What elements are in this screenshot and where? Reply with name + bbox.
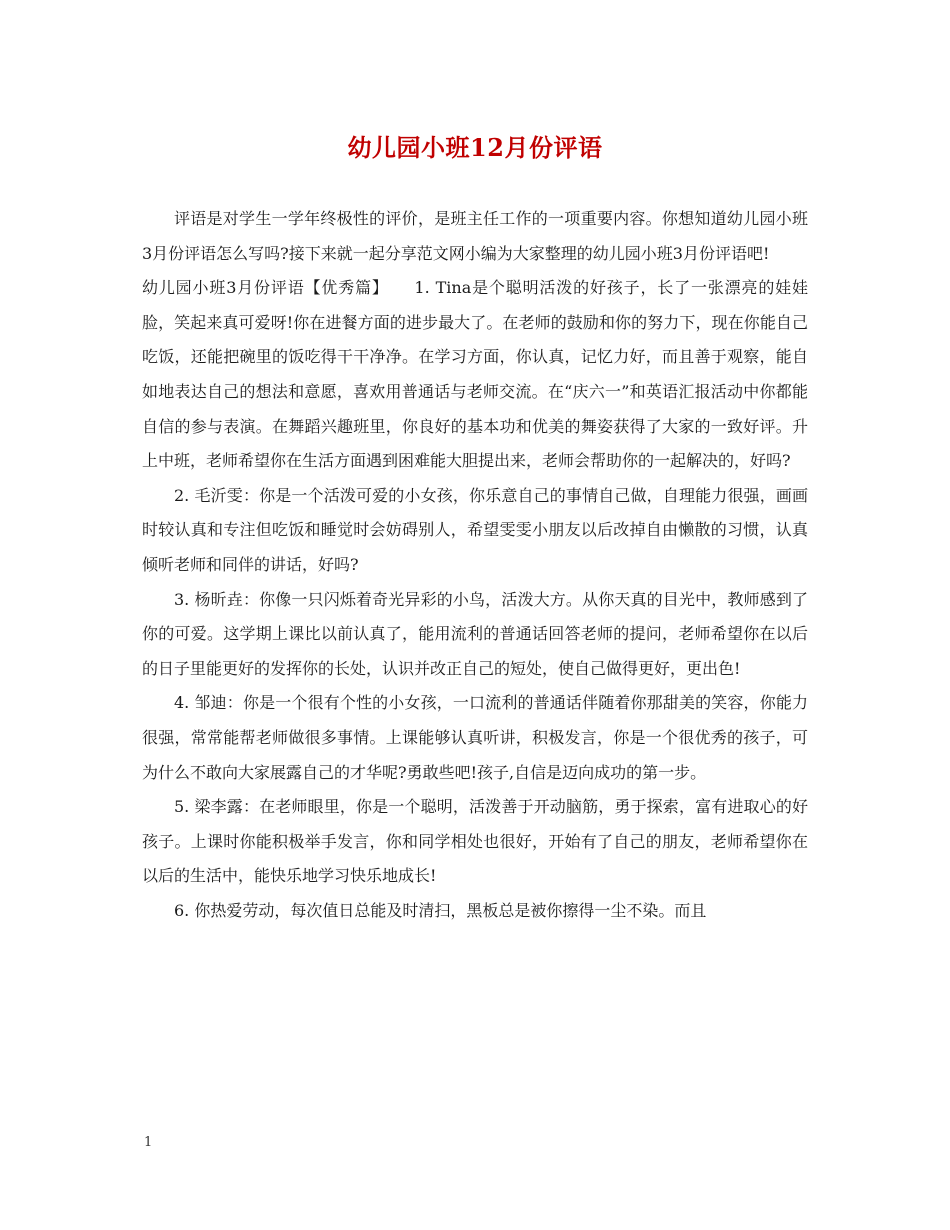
paragraph-comment-5: 5. 梁李露：在老师眼里，你是一个聪明，活泼善于开动脑筋，勇于探索，富有进取心的好孩子。上课时你能积极举手发言，你和同学相处也很好，开始有了自己的朋友，老师希望你在以后的生活中，能快乐地学习快乐地成长! <box>142 797 808 886</box>
paragraph-comment-2: 2. 毛沂雯：你是一个活泼可爱的小女孩，你乐意自己的事情自己做，自理能力很强，画画时较认真和专注但吃饭和睡觉时会妨碍别人，希望雯雯小朋友以后改掉自由懒散的习惯，认真倾听老师和同伴的讲话，好吗? <box>142 485 808 574</box>
paragraph-comment-6: 6. 你热爱劳动，每次值日总能及时清扫，黑板总是被你擦得一尘不染。而且 <box>174 900 707 920</box>
document-title: 幼儿园小班12月份评语 <box>347 133 603 162</box>
paragraph-comment-4: 4. 邹迪：你是一个很有个性的小女孩，一口流利的普通话伴随着你那甜美的笑容，你能力很强，常常能帮老师做很多事情。上课能够认真听讲，积极发言，你是一个很优秀的孩子，可为什么不敢向大家展露自己的才华呢?勇敢些吧!孩子,自信是迈向成功的第一步。 <box>142 693 808 782</box>
page-number: 1 <box>144 1135 153 1150</box>
paragraph-comment-3: 3. 杨昕垚：你像一只闪烁着奇光异彩的小鸟，活泼大方。从你天真的目光中，教师感到了你的可爱。这学期上课比以前认真了，能用流利的普通话回答老师的提问，老师希望你在以后的日子里能更好的发挥你的长处，认识并改正自己的短处，使自己做得更好，更出色! <box>142 589 808 678</box>
document-body <box>142 202 808 928</box>
paragraph-intro: 评语是对学生一学年终极性的评价，是班主任工作的一项重要内容。你想知道幼儿园小班3月份评语怎么写吗?接下来就一起分享范文网小编为大家整理的幼儿园小班3月份评语吧! <box>142 209 808 263</box>
paragraph-comment-1: 幼儿园小班3月份评语【优秀篇】 1. Tina是个聪明活泼的好孩子，长了一张漂亮的娃娃脸，笑起来真可爱呀!你在进餐方面的进步最大了。在老师的鼓励和你的努力下，现在你能自己吃饭，还能把碗里的饭吃得干干净净。在学习方面，你认真，记忆力好，而且善于观察，能自如地表达自己的想法和意愿，喜欢用普通话与老师交流。在“庆六一”和英语汇报活动中你都能自信的参与表演。在舞蹈兴趣班里，你良好的基本功和优美的舞姿获得了大家的一致好评。升上中班，老师希望你在生活方面遇到困难能大胆提出来，老师会帮助你的一起解决的，好吗? <box>142 278 808 471</box>
